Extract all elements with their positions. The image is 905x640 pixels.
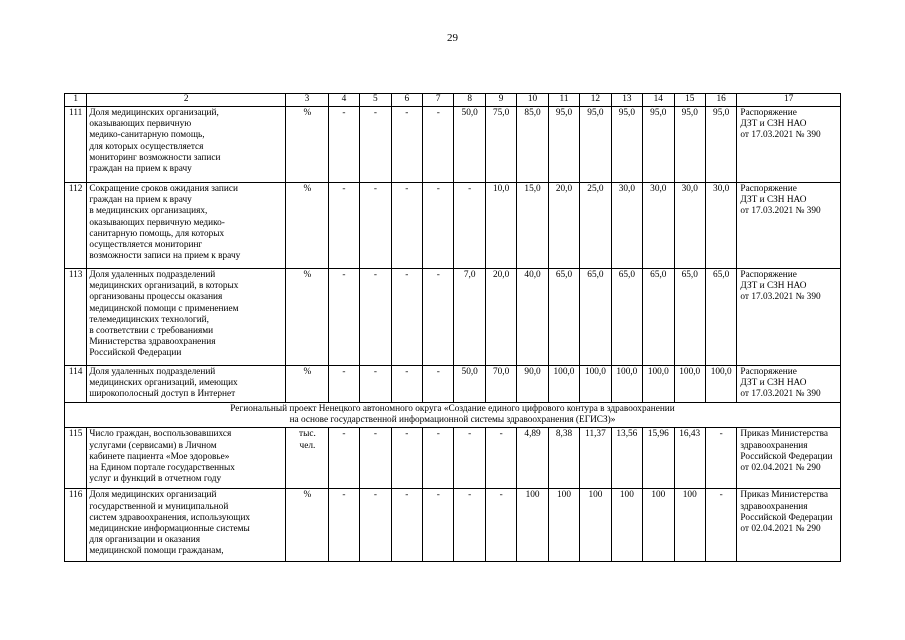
value-cell: 7,0 <box>454 269 485 366</box>
value-cell: - <box>391 107 422 183</box>
table-row <box>65 489 841 562</box>
column-header: 14 <box>643 94 674 107</box>
value-cell: 65,0 <box>611 269 642 366</box>
value-cell: 100 <box>674 489 705 562</box>
value-cell: 100,0 <box>674 366 705 403</box>
column-header: 9 <box>485 94 516 107</box>
value-cell: 20,0 <box>485 269 516 366</box>
value-cell: 70,0 <box>485 366 516 403</box>
value-cell: - <box>360 366 391 403</box>
column-header: 16 <box>705 94 736 107</box>
indicator-name: Сокращение сроков ожидания записи граждан на прием к врачу в медицинских организациях, оказывающих первичную медико- санитарную помощь, для которых осуществляется мониторинг возможности записи на прием к врачу <box>87 183 286 269</box>
row-number: 116 <box>65 489 87 562</box>
value-cell: - <box>360 269 391 366</box>
value-cell: 100,0 <box>611 366 642 403</box>
value-cell: 11,37 <box>580 428 611 489</box>
value-cell: - <box>454 183 485 269</box>
value-cell: 4,89 <box>517 428 548 489</box>
unit-cell: % <box>286 107 329 183</box>
value-cell: 65,0 <box>548 269 579 366</box>
column-header: 12 <box>580 94 611 107</box>
value-cell: 30,0 <box>611 183 642 269</box>
value-cell: 30,0 <box>705 183 736 269</box>
value-cell: 95,0 <box>548 107 579 183</box>
indicator-name: Число граждан, воспользовавшихся услугами (сервисами) в Личном кабинете пациента «Мое здоровье» на Едином портале государственных услуг и функций в отчетном году <box>87 428 286 489</box>
value-cell: 50,0 <box>454 107 485 183</box>
value-cell: 13,56 <box>611 428 642 489</box>
value-cell: - <box>328 269 359 366</box>
value-cell: 95,0 <box>580 107 611 183</box>
column-header: 6 <box>391 94 422 107</box>
value-cell: 8,38 <box>548 428 579 489</box>
source-document: Приказ Министерства здравоохранения Российской Федерации от 02.04.2021 № 290 <box>737 428 841 489</box>
column-header: 4 <box>328 94 359 107</box>
value-cell: 95,0 <box>705 107 736 183</box>
value-cell: 30,0 <box>674 183 705 269</box>
value-cell: 95,0 <box>643 107 674 183</box>
source-document: Распоряжение ДЗТ и СЗН НАО от 17.03.2021 № 390 <box>737 269 841 366</box>
value-cell: 100 <box>548 489 579 562</box>
value-cell: 15,96 <box>643 428 674 489</box>
value-cell: - <box>485 489 516 562</box>
column-header-row <box>65 94 841 107</box>
source-document: Распоряжение ДЗТ и СЗН НАО от 17.03.2021 № 390 <box>737 183 841 269</box>
value-cell: 15,0 <box>517 183 548 269</box>
row-number: 115 <box>65 428 87 489</box>
value-cell: 65,0 <box>705 269 736 366</box>
value-cell: 100,0 <box>580 366 611 403</box>
column-header: 13 <box>611 94 642 107</box>
table-row <box>65 183 841 269</box>
table-row <box>65 366 841 403</box>
table-row <box>65 107 841 183</box>
value-cell: 95,0 <box>674 107 705 183</box>
value-cell: 30,0 <box>643 183 674 269</box>
value-cell: 85,0 <box>517 107 548 183</box>
value-cell: - <box>391 489 422 562</box>
value-cell: - <box>391 269 422 366</box>
value-cell: 65,0 <box>643 269 674 366</box>
value-cell: - <box>328 366 359 403</box>
value-cell: 100,0 <box>643 366 674 403</box>
value-cell: - <box>391 366 422 403</box>
value-cell: - <box>485 428 516 489</box>
value-cell: - <box>423 366 454 403</box>
value-cell: 10,0 <box>485 183 516 269</box>
column-header: 2 <box>87 94 286 107</box>
value-cell: 50,0 <box>454 366 485 403</box>
value-cell: - <box>423 269 454 366</box>
row-number: 111 <box>65 107 87 183</box>
value-cell: 20,0 <box>548 183 579 269</box>
source-document: Распоряжение ДЗТ и СЗН НАО от 17.03.2021 № 390 <box>737 366 841 403</box>
value-cell: 100 <box>643 489 674 562</box>
unit-cell: % <box>286 269 329 366</box>
column-header: 17 <box>737 94 841 107</box>
source-document: Распоряжение ДЗТ и СЗН НАО от 17.03.2021 № 390 <box>737 107 841 183</box>
value-cell: - <box>423 107 454 183</box>
column-header: 5 <box>360 94 391 107</box>
value-cell: - <box>360 489 391 562</box>
value-cell: - <box>423 183 454 269</box>
page-number: 29 <box>447 32 458 44</box>
value-cell: 95,0 <box>611 107 642 183</box>
unit-cell: % <box>286 183 329 269</box>
value-cell: 90,0 <box>517 366 548 403</box>
value-cell: - <box>391 428 422 489</box>
value-cell: - <box>360 183 391 269</box>
column-header: 11 <box>548 94 579 107</box>
column-header: 8 <box>454 94 485 107</box>
table-row <box>65 428 841 489</box>
row-number: 113 <box>65 269 87 366</box>
column-header: 7 <box>423 94 454 107</box>
value-cell: - <box>328 428 359 489</box>
value-cell: - <box>454 428 485 489</box>
column-header: 1 <box>65 94 87 107</box>
value-cell: 100 <box>580 489 611 562</box>
column-header: 3 <box>286 94 329 107</box>
value-cell: - <box>454 489 485 562</box>
value-cell: - <box>423 428 454 489</box>
indicator-name: Доля удаленных подразделений медицинских организаций, имеющих широкополосный доступ в Интернет <box>87 366 286 403</box>
column-header: 15 <box>674 94 705 107</box>
unit-cell: % <box>286 489 329 562</box>
unit-cell: % <box>286 366 329 403</box>
value-cell: 100,0 <box>705 366 736 403</box>
indicator-name: Доля медицинских организаций, оказывающих первичную медико-санитарную помощь, для которых осуществляется мониторинг возможности записи граждан на прием к врачу <box>87 107 286 183</box>
row-number: 112 <box>65 183 87 269</box>
value-cell: 16,43 <box>674 428 705 489</box>
value-cell: 100,0 <box>548 366 579 403</box>
source-document: Приказ Министерства здравоохранения Российской Федерации от 02.04.2021 № 290 <box>737 489 841 562</box>
value-cell: - <box>705 489 736 562</box>
value-cell: 100 <box>517 489 548 562</box>
value-cell: 75,0 <box>485 107 516 183</box>
row-number: 114 <box>65 366 87 403</box>
column-header: 10 <box>517 94 548 107</box>
indicator-table <box>64 93 841 562</box>
value-cell: 65,0 <box>580 269 611 366</box>
value-cell: 25,0 <box>580 183 611 269</box>
value-cell: - <box>360 428 391 489</box>
section-row <box>65 403 841 428</box>
value-cell: - <box>705 428 736 489</box>
indicator-name: Доля медицинских организаций государственной и муниципальной систем здравоохранения, использующих медицинские информационные системы для организации и оказания медицинской помощи гражданам, <box>87 489 286 562</box>
value-cell: - <box>360 107 391 183</box>
value-cell: 40,0 <box>517 269 548 366</box>
value-cell: - <box>328 183 359 269</box>
value-cell: - <box>328 107 359 183</box>
value-cell: - <box>423 489 454 562</box>
section-title: Региональный проект Ненецкого автономного округа «Создание единого цифрового контура в здравоохранении на основе государственной информационной системы здравоохранения (ЕГИСЗ)» <box>65 403 841 428</box>
value-cell: - <box>391 183 422 269</box>
value-cell: 100 <box>611 489 642 562</box>
indicator-name: Доля удаленных подразделений медицинских организаций, в которых организованы процессы оказания медицинской помощи с применением телемедицинских технологий, в соответствии с требованиями Министерства здравоохранения Российской Федерации <box>87 269 286 366</box>
value-cell: - <box>328 489 359 562</box>
unit-cell: тыс. чел. <box>286 428 329 489</box>
table-row <box>65 269 841 366</box>
value-cell: 65,0 <box>674 269 705 366</box>
